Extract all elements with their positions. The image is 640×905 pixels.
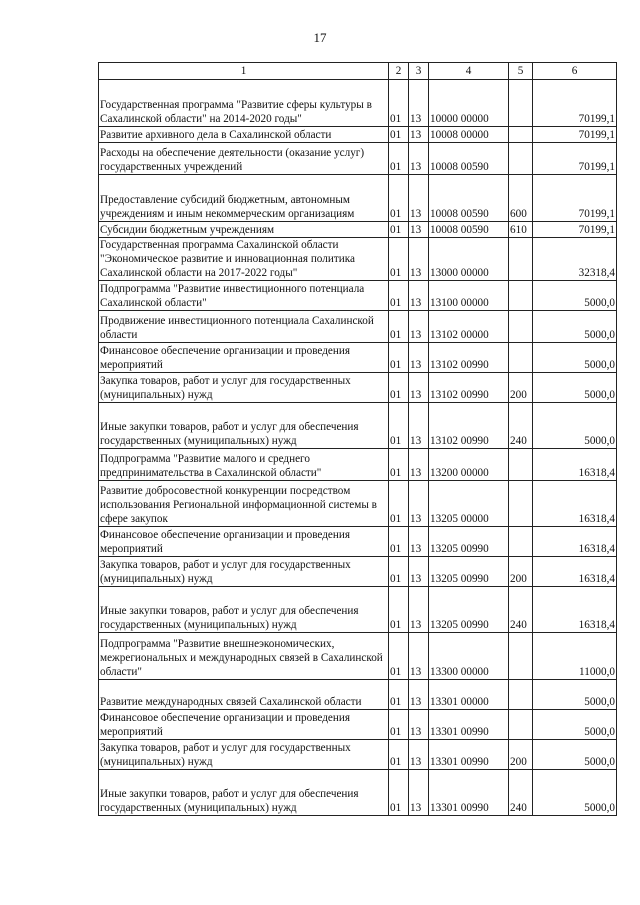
row-expense-type: [509, 80, 533, 127]
row-subsection: 13: [409, 143, 429, 175]
row-sum: 16318,4: [533, 449, 617, 481]
row-sum: 5000,0: [533, 343, 617, 373]
row-expense-type: 200: [509, 557, 533, 587]
row-name: Иные закупки товаров, работ и услуг для обеспечения государственных (муниципальных) нужд: [99, 403, 389, 449]
row-expense-type: [509, 633, 533, 680]
header-col-3: 3: [409, 63, 429, 80]
row-expense-type: [509, 710, 533, 740]
row-sum: 70199,1: [533, 80, 617, 127]
row-target-code: 13102 00990: [429, 343, 509, 373]
row-target-code: 13100 00000: [429, 281, 509, 311]
row-name: Финансовое обеспечение организации и проведения мероприятий: [99, 343, 389, 373]
row-name: Государственная программа "Развитие сферы культуры в Сахалинской области" на 2014-2020 годы": [99, 80, 389, 127]
row-sum: 70199,1: [533, 175, 617, 222]
row-sum: 5000,0: [533, 770, 617, 816]
table-row: [99, 587, 617, 633]
row-section: 01: [389, 557, 409, 587]
header-col-4: 4: [429, 63, 509, 80]
row-expense-type: [509, 449, 533, 481]
row-section: 01: [389, 770, 409, 816]
row-subsection: 13: [409, 481, 429, 527]
row-section: 01: [389, 587, 409, 633]
row-name: Подпрограмма "Развитие инвестиционного потенциала Сахалинской области": [99, 281, 389, 311]
row-sum: 5000,0: [533, 281, 617, 311]
row-name: Подпрограмма "Развитие малого и среднего предпринимательства в Сахалинской области": [99, 449, 389, 481]
table-row: [99, 343, 617, 373]
row-sum: 16318,4: [533, 587, 617, 633]
row-expense-type: [509, 143, 533, 175]
row-section: 01: [389, 373, 409, 403]
row-name: Иные закупки товаров, работ и услуг для обеспечения государственных (муниципальных) нужд: [99, 587, 389, 633]
row-target-code: 13300 00000: [429, 633, 509, 680]
row-expense-type: [509, 281, 533, 311]
row-subsection: 13: [409, 680, 429, 710]
row-section: 01: [389, 680, 409, 710]
row-section: 01: [389, 175, 409, 222]
row-name: Финансовое обеспечение организации и проведения мероприятий: [99, 710, 389, 740]
row-expense-type: [509, 527, 533, 557]
table-row: [99, 373, 617, 403]
row-name: Закупка товаров, работ и услуг для государственных (муниципальных) нужд: [99, 373, 389, 403]
row-expense-type: 240: [509, 587, 533, 633]
table-row: [99, 80, 617, 127]
table-row: [99, 633, 617, 680]
page-number: 17: [313, 30, 327, 45]
row-target-code: 10008 00590: [429, 143, 509, 175]
row-subsection: 13: [409, 740, 429, 770]
row-subsection: 13: [409, 238, 429, 281]
row-sum: 70199,1: [533, 222, 617, 238]
header-col-2: 2: [389, 63, 409, 80]
row-section: 01: [389, 127, 409, 143]
row-expense-type: [509, 343, 533, 373]
row-target-code: 13205 00990: [429, 527, 509, 557]
row-expense-type: 200: [509, 740, 533, 770]
header-col-6: 6: [533, 63, 617, 80]
row-subsection: 13: [409, 527, 429, 557]
row-subsection: 13: [409, 633, 429, 680]
row-expense-type: [509, 238, 533, 281]
row-subsection: 13: [409, 403, 429, 449]
row-target-code: 10008 00590: [429, 175, 509, 222]
row-sum: 11000,0: [533, 633, 617, 680]
row-sum: 5000,0: [533, 740, 617, 770]
row-expense-type: 240: [509, 770, 533, 816]
row-subsection: 13: [409, 449, 429, 481]
row-subsection: 13: [409, 80, 429, 127]
row-subsection: 13: [409, 127, 429, 143]
row-expense-type: 200: [509, 373, 533, 403]
row-name: Предоставление субсидий бюджетным, автономным учреждениям и иным некоммерческим организациям: [99, 175, 389, 222]
row-name: Государственная программа Сахалинской области "Экономическое развитие и инновационная политика Сахалинской области на 2017-2022 годы": [99, 238, 389, 281]
row-name: Продвижение инвестиционного потенциала Сахалинской области: [99, 311, 389, 343]
row-target-code: 13102 00990: [429, 403, 509, 449]
table-row: [99, 770, 617, 816]
row-target-code: 13205 00000: [429, 481, 509, 527]
row-sum: 32318,4: [533, 238, 617, 281]
row-target-code: 13000 00000: [429, 238, 509, 281]
table-row: [99, 238, 617, 281]
row-sum: 5000,0: [533, 373, 617, 403]
row-section: 01: [389, 633, 409, 680]
row-section: 01: [389, 311, 409, 343]
table-row: [99, 449, 617, 481]
row-sum: 16318,4: [533, 527, 617, 557]
row-section: 01: [389, 740, 409, 770]
row-sum: 5000,0: [533, 680, 617, 710]
row-expense-type: [509, 311, 533, 343]
table-row: [99, 175, 617, 222]
row-expense-type: 610: [509, 222, 533, 238]
row-name: Подпрограмма "Развитие внешнеэкономических, межрегиональных и международных связей в Сахалинской области": [99, 633, 389, 680]
row-expense-type: [509, 127, 533, 143]
row-target-code: 13301 00000: [429, 680, 509, 710]
row-sum: 70199,1: [533, 127, 617, 143]
row-target-code: 13200 00000: [429, 449, 509, 481]
row-target-code: 13102 00990: [429, 373, 509, 403]
table-row: [99, 740, 617, 770]
row-name: Субсидии бюджетным учреждениям: [99, 222, 389, 238]
row-target-code: 10008 00000: [429, 127, 509, 143]
row-sum: 5000,0: [533, 710, 617, 740]
row-target-code: 10008 00590: [429, 222, 509, 238]
row-expense-type: 240: [509, 403, 533, 449]
header-col-5: 5: [509, 63, 533, 80]
row-target-code: 13301 00990: [429, 770, 509, 816]
table-row: [99, 710, 617, 740]
row-subsection: 13: [409, 222, 429, 238]
row-target-code: 13301 00990: [429, 710, 509, 740]
row-name: Расходы на обеспечение деятельности (оказание услуг) государственных учреждений: [99, 143, 389, 175]
table-row: [99, 143, 617, 175]
row-section: 01: [389, 527, 409, 557]
table-row: [99, 311, 617, 343]
row-name: Развитие архивного дела в Сахалинской области: [99, 127, 389, 143]
row-section: 01: [389, 710, 409, 740]
row-section: 01: [389, 143, 409, 175]
table-header-row: [99, 63, 617, 80]
row-sum: 5000,0: [533, 403, 617, 449]
table-row: [99, 481, 617, 527]
row-expense-type: [509, 481, 533, 527]
row-target-code: 13102 00000: [429, 311, 509, 343]
row-target-code: 10000 00000: [429, 80, 509, 127]
row-subsection: 13: [409, 175, 429, 222]
table-row: [99, 527, 617, 557]
row-name: Финансовое обеспечение организации и проведения мероприятий: [99, 527, 389, 557]
table-row: [99, 557, 617, 587]
row-subsection: 13: [409, 770, 429, 816]
row-section: 01: [389, 403, 409, 449]
row-target-code: 13205 00990: [429, 587, 509, 633]
table-row: [99, 127, 617, 143]
budget-table: [98, 62, 617, 816]
row-sum: 70199,1: [533, 143, 617, 175]
row-name: Иные закупки товаров, работ и услуг для обеспечения государственных (муниципальных) нужд: [99, 770, 389, 816]
row-name: Развитие международных связей Сахалинской области: [99, 680, 389, 710]
row-subsection: 13: [409, 373, 429, 403]
table-row: [99, 281, 617, 311]
row-section: 01: [389, 481, 409, 527]
row-target-code: 13205 00990: [429, 557, 509, 587]
table-row: [99, 222, 617, 238]
row-sum: 16318,4: [533, 557, 617, 587]
row-section: 01: [389, 281, 409, 311]
row-name: Закупка товаров, работ и услуг для государственных (муниципальных) нужд: [99, 740, 389, 770]
row-name: Закупка товаров, работ и услуг для государственных (муниципальных) нужд: [99, 557, 389, 587]
row-subsection: 13: [409, 343, 429, 373]
row-expense-type: [509, 680, 533, 710]
table-row: [99, 403, 617, 449]
row-section: 01: [389, 449, 409, 481]
row-section: 01: [389, 80, 409, 127]
row-section: 01: [389, 222, 409, 238]
row-sum: 16318,4: [533, 481, 617, 527]
row-subsection: 13: [409, 281, 429, 311]
header-col-1: 1: [99, 63, 389, 80]
row-sum: 5000,0: [533, 311, 617, 343]
row-expense-type: 600: [509, 175, 533, 222]
row-subsection: 13: [409, 557, 429, 587]
row-target-code: 13301 00990: [429, 740, 509, 770]
table-row: [99, 680, 617, 710]
row-section: 01: [389, 238, 409, 281]
row-name: Развитие добросовестной конкуренции посредством использования Региональной информационной системы в сфере закупок: [99, 481, 389, 527]
row-section: 01: [389, 343, 409, 373]
row-subsection: 13: [409, 311, 429, 343]
row-subsection: 13: [409, 587, 429, 633]
row-subsection: 13: [409, 710, 429, 740]
